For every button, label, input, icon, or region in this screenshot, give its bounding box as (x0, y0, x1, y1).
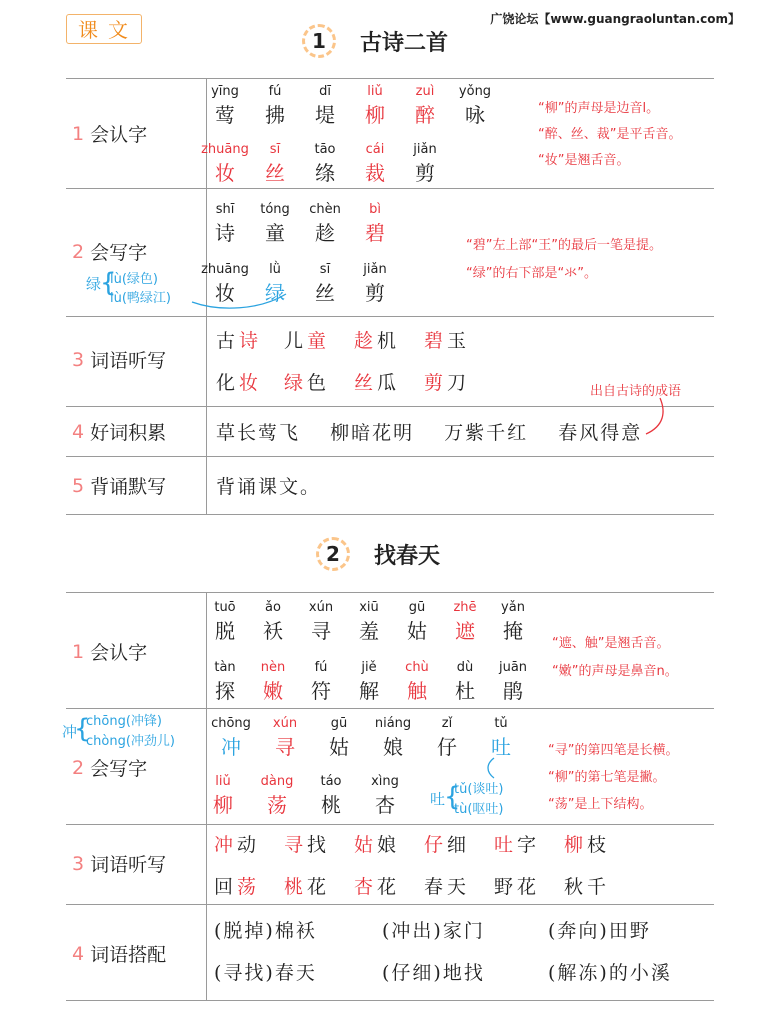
char-cell (200, 142, 250, 186)
dictation-word (424, 830, 470, 857)
divider (66, 406, 714, 407)
word-char: 机 (377, 330, 399, 352)
lesson2-sec1-heading (72, 638, 147, 665)
lesson1-title: 古诗二首 (360, 30, 449, 56)
pinyin: zǐ (441, 716, 453, 731)
char-cell (360, 774, 410, 818)
note: “绿”的右下部是“氺”。 (466, 266, 597, 281)
lesson2-number-badge: 2 (316, 537, 350, 571)
dictation-word (284, 368, 330, 395)
hanzi: 丝 (265, 161, 285, 185)
poly-char: 冲 (62, 723, 78, 741)
collocation: (脱掉)棉袄 (214, 920, 317, 942)
char-cell (400, 84, 450, 128)
section-label: 词语搭配 (90, 944, 167, 966)
section-tag: 课文 (66, 14, 142, 44)
lesson2-sec2-heading (72, 754, 147, 781)
pinyin: liǔ (215, 774, 231, 789)
section-number: 5 (72, 474, 85, 497)
hanzi: 绦 (315, 161, 335, 185)
dictation-word (354, 326, 400, 353)
section-label: 词语听写 (90, 350, 167, 372)
divider (66, 514, 714, 515)
hanzi: 脱 (215, 619, 235, 643)
hanzi: 诗 (215, 221, 235, 245)
dictation-word (424, 326, 470, 353)
pinyin: tuō (214, 600, 236, 615)
char-cell (200, 600, 250, 644)
word-char: 找 (307, 834, 329, 856)
pinyin: fú (314, 660, 328, 675)
divider (66, 904, 714, 905)
annotation-curve-icon (640, 396, 670, 438)
hanzi: 袄 (263, 619, 283, 643)
char-cell (476, 716, 526, 760)
word-char: 动 (237, 834, 259, 856)
hanzi: 剪 (415, 161, 435, 185)
pinyin: juān (498, 660, 528, 675)
section-number: 3 (72, 852, 85, 875)
dictation-word (354, 872, 400, 899)
word-char: 荡 (237, 876, 259, 898)
polyphone: lù(绿色) (110, 272, 158, 287)
polyphone: chōng(冲锋) (86, 714, 162, 729)
char-cell (250, 262, 300, 306)
section-label: 会写字 (90, 758, 148, 780)
word-char: 杏 (354, 876, 376, 898)
hanzi: 姑 (407, 619, 427, 643)
word-char: 姑 (354, 834, 376, 856)
lesson1-heading (302, 24, 448, 58)
pinyin: jiǎn (363, 262, 387, 277)
char-cell (392, 660, 442, 704)
pinyin: fú (268, 84, 282, 99)
char-cell (350, 202, 400, 246)
word-char: 妆 (239, 372, 261, 394)
polyphone-list (454, 780, 503, 820)
hanzi: 姑 (329, 735, 349, 759)
divider (66, 188, 714, 189)
brace-icon: { (444, 782, 461, 812)
char-cell (200, 202, 250, 246)
char-cell (250, 142, 300, 186)
pinyin: jiǎn (413, 142, 437, 157)
section-number: 2 (72, 756, 85, 779)
word-char: 绿 (284, 372, 306, 394)
char-cell (200, 262, 250, 306)
hanzi: 妆 (215, 161, 235, 185)
section-number: 4 (72, 942, 85, 965)
char-cell (350, 142, 400, 186)
pinyin: dàng (260, 774, 294, 789)
collocation: (解冻)的小溪 (548, 962, 672, 984)
note: “妆”是翘舌音。 (538, 153, 630, 168)
char-cell (440, 600, 490, 644)
char-cell (344, 660, 394, 704)
hanzi: 寻 (311, 619, 331, 643)
note: “寻”的第四笔是长横。 (548, 743, 679, 758)
word-char: 刀 (447, 372, 469, 394)
char-cell (440, 660, 490, 704)
hanzi: 掩 (503, 619, 523, 643)
hanzi: 柳 (365, 103, 385, 127)
hanzi: 触 (407, 679, 427, 703)
char-cell (306, 774, 356, 818)
pinyin: xún (308, 600, 334, 615)
char-cell (250, 202, 300, 246)
dictation-word (214, 872, 260, 899)
hanzi: 羞 (359, 619, 379, 643)
hanzi: 吐 (491, 735, 511, 759)
word-char: 细 (447, 834, 469, 856)
hanzi: 堤 (315, 103, 335, 127)
char-cell (296, 600, 346, 644)
hanzi: 杜 (455, 679, 475, 703)
word-char: 花 (307, 876, 329, 898)
section-number: 1 (72, 640, 85, 663)
dictation-word (424, 368, 470, 395)
section-label: 背诵默写 (90, 476, 167, 498)
pinyin: bì (369, 202, 381, 217)
polyphone: tù(呕吐) (454, 802, 504, 817)
section-label: 会写字 (90, 242, 148, 264)
idiom: 柳暗花明 (330, 422, 415, 444)
pinyin: jiě (361, 660, 377, 675)
pinyin: chèn (309, 202, 341, 217)
hanzi: 解 (359, 679, 379, 703)
pinyin: zhuāng (201, 142, 249, 157)
site-watermark: 广饶论坛【www.guangraoluntan.com】 (490, 12, 740, 26)
recite-instruction: 背诵课文。 (216, 476, 322, 498)
char-cell (260, 716, 310, 760)
word-char: 花 (377, 876, 399, 898)
hanzi: 丝 (315, 281, 335, 305)
dictation-word (564, 872, 610, 899)
idiom-note: 出自古诗的成语 (590, 384, 682, 399)
pinyin: tǔ (494, 716, 508, 731)
char-cell (314, 716, 364, 760)
dictation-word (284, 872, 330, 899)
char-cell (252, 774, 302, 818)
pinyin: gū (330, 716, 348, 731)
dictation-word (494, 830, 540, 857)
char-cell (300, 262, 350, 306)
char-cell (206, 716, 256, 760)
pinyin: yǒng (458, 84, 492, 99)
pinyin: shī (215, 202, 235, 217)
lesson2-sec3-heading (72, 850, 166, 877)
char-cell (392, 600, 442, 644)
word-char: 诗 (239, 330, 261, 352)
hanzi: 咏 (465, 103, 485, 127)
note: “柳”的第七笔是撇。 (548, 770, 666, 785)
pinyin: zhē (453, 600, 477, 615)
pinyin: liǔ (367, 84, 383, 99)
pinyin: zhuāng (201, 262, 249, 277)
word-char: 花 (517, 876, 539, 898)
polyphone: lù(鸭绿江) (110, 291, 171, 306)
polyphone-list (110, 270, 171, 308)
polyphone-list (86, 712, 175, 752)
word-char: 千 (587, 876, 609, 898)
divider (66, 456, 714, 457)
char-cell (350, 84, 400, 128)
divider (66, 316, 714, 317)
word-char: 枝 (587, 834, 609, 856)
polyphone: tǔ(谈吐) (454, 782, 504, 797)
hanzi: 遮 (455, 619, 475, 643)
hanzi: 童 (265, 221, 285, 245)
dictation-word (284, 830, 330, 857)
dictation-word (214, 830, 260, 857)
pinyin: tóng (260, 202, 290, 217)
word-char: 碧 (424, 330, 446, 352)
pinyin: xún (272, 716, 298, 731)
divider (66, 824, 714, 825)
hanzi: 冲 (221, 735, 241, 759)
pinyin: gū (408, 600, 426, 615)
char-cell (344, 600, 394, 644)
hanzi: 莺 (215, 103, 235, 127)
lesson1-sec4-heading (72, 418, 166, 445)
word-char: 桃 (284, 876, 306, 898)
section-label: 词语听写 (90, 854, 167, 876)
word-char: 字 (517, 834, 539, 856)
dictation-word (216, 326, 262, 353)
char-cell (368, 716, 418, 760)
idiom: 春风得意 (558, 422, 643, 444)
hanzi: 符 (311, 679, 331, 703)
pinyin: lǜ (269, 262, 281, 277)
lesson1-sec1-notes (538, 96, 681, 174)
hanzi: 妆 (215, 281, 235, 305)
pinyin: sī (269, 142, 281, 157)
char-cell (248, 660, 298, 704)
char-cell (198, 774, 248, 818)
char-cell (200, 660, 250, 704)
lesson2-sec1-notes (552, 630, 678, 686)
word-char: 冲 (214, 834, 236, 856)
pinyin: sī (319, 262, 331, 277)
note: “醉、丝、裁”是平舌音。 (538, 127, 682, 142)
char-cell (350, 262, 400, 306)
pinyin: yǎn (501, 600, 525, 615)
hanzi: 桃 (321, 793, 341, 817)
pinyin: cái (365, 142, 385, 157)
pinyin: xìng (371, 774, 399, 789)
word-char: 回 (214, 876, 236, 898)
word-char: 古 (216, 330, 238, 352)
pinyin: chù (405, 660, 429, 675)
pinyin: yīng (211, 84, 239, 99)
section-number: 2 (72, 240, 85, 263)
word-char: 趁 (354, 330, 376, 352)
pinyin: chōng (211, 716, 251, 731)
dictation-word (354, 830, 400, 857)
hanzi: 碧 (365, 221, 385, 245)
hanzi: 鹃 (503, 679, 523, 703)
hanzi: 绿 (265, 281, 285, 305)
char-cell (300, 142, 350, 186)
word-char: 儿 (284, 330, 306, 352)
pinyin: tāo (314, 142, 336, 157)
char-cell (400, 142, 450, 186)
word-char: 柳 (564, 834, 586, 856)
hanzi: 嫩 (263, 679, 283, 703)
collocation: (奔向)田野 (548, 920, 651, 942)
hanzi: 杏 (375, 793, 395, 817)
word-char: 寻 (284, 834, 306, 856)
char-cell (300, 202, 350, 246)
pinyin: ǎo (265, 600, 281, 615)
note: “碧”左上部“王”的最后一笔是提。 (466, 238, 662, 253)
section-label: 好词积累 (90, 422, 167, 444)
dictation-word (354, 368, 400, 395)
lesson1-sec5-heading (72, 472, 166, 499)
char-cell (300, 84, 350, 128)
char-cell (422, 716, 472, 760)
word-char: 童 (307, 330, 329, 352)
hanzi: 寻 (275, 735, 295, 759)
section-number: 4 (72, 420, 85, 443)
idiom: 草长莺飞 (216, 422, 301, 444)
poly-char: 吐 (430, 790, 446, 808)
dictation-word (494, 872, 540, 899)
hanzi: 荡 (267, 793, 287, 817)
divider (66, 1000, 714, 1001)
word-char: 天 (447, 876, 469, 898)
divider (66, 78, 714, 79)
word-char: 丝 (354, 372, 376, 394)
dictation-word (216, 368, 262, 395)
pinyin: xiū (359, 600, 379, 615)
word-char: 吐 (494, 834, 516, 856)
word-char: 野 (494, 876, 516, 898)
pinyin: tàn (214, 660, 236, 675)
brace-icon: { (100, 268, 117, 298)
dictation-word (424, 872, 470, 899)
hanzi: 柳 (213, 793, 233, 817)
char-cell (250, 84, 300, 128)
divider (66, 708, 714, 709)
lesson1-sec2-notes (466, 232, 662, 288)
hanzi: 裁 (365, 161, 385, 185)
pinyin: táo (320, 774, 342, 789)
word-char: 剪 (424, 372, 446, 394)
word-char: 色 (307, 372, 329, 394)
lesson1-number-badge: 1 (302, 24, 336, 58)
lesson1-sec2-heading (72, 238, 147, 265)
hanzi: 醉 (415, 103, 435, 127)
word-char: 化 (216, 372, 238, 394)
word-char: 春 (424, 876, 446, 898)
hanzi: 探 (215, 679, 235, 703)
section-number: 1 (72, 122, 85, 145)
dictation-word (284, 326, 330, 353)
note: “遮、触”是翘舌音。 (552, 636, 670, 651)
poly-char: 绿 (86, 275, 102, 293)
collocation: (冲出)家门 (382, 920, 485, 942)
char-cell (200, 84, 250, 128)
collocation: (仔细)地找 (382, 962, 485, 984)
pinyin: niáng (374, 716, 412, 731)
hanzi: 趁 (315, 221, 335, 245)
lesson2-title: 找春天 (374, 543, 441, 569)
brace-icon: { (74, 714, 91, 744)
note: “荡”是上下结构。 (548, 797, 653, 812)
pinyin: zuì (415, 84, 435, 99)
idiom: 万紫千红 (444, 422, 529, 444)
word-char: 瓜 (377, 372, 399, 394)
hanzi: 拂 (265, 103, 285, 127)
lesson2-sec2-notes (548, 737, 678, 818)
char-cell (488, 600, 538, 644)
lesson1-sec1-heading (72, 120, 147, 147)
char-cell (248, 600, 298, 644)
note: “嫩”的声母是鼻音n。 (552, 664, 678, 679)
pinyin: dī (319, 84, 331, 99)
pinyin: nèn (260, 660, 286, 675)
word-char: 秋 (564, 876, 586, 898)
note: “柳”的声母是边音l。 (538, 101, 660, 116)
polyphone: chòng(冲劲儿) (86, 734, 175, 749)
char-cell (450, 84, 500, 128)
lesson2-sec4-heading (72, 940, 166, 967)
char-cell (296, 660, 346, 704)
section-number: 3 (72, 348, 85, 371)
hanzi: 剪 (365, 281, 385, 305)
lesson2-heading (316, 537, 440, 571)
section-label: 会认字 (90, 124, 148, 146)
hanzi: 仔 (437, 735, 457, 759)
dictation-word (564, 830, 610, 857)
char-cell (488, 660, 538, 704)
hanzi: 娘 (383, 735, 403, 759)
section-label: 会认字 (90, 642, 148, 664)
word-char: 娘 (377, 834, 399, 856)
word-char: 玉 (447, 330, 469, 352)
word-char: 仔 (424, 834, 446, 856)
pinyin: dù (456, 660, 474, 675)
collocation: (寻找)春天 (214, 962, 317, 984)
divider (66, 592, 714, 593)
lesson1-sec3-heading (72, 346, 166, 373)
idiom-list (216, 418, 664, 445)
